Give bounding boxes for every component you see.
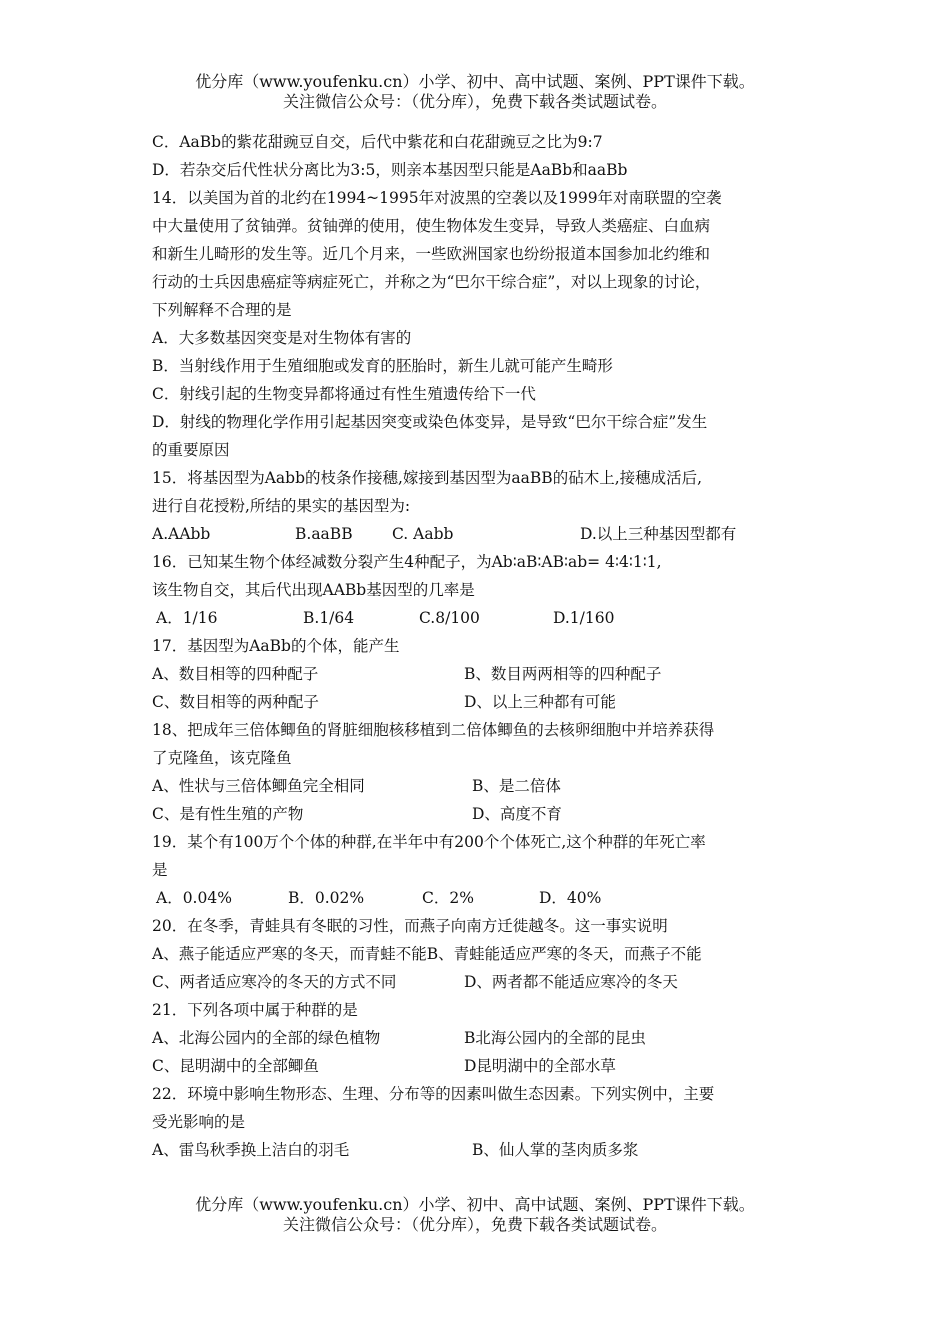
q13-option-c: C．AaBb的紫花甜豌豆自交，后代中紫花和白花甜豌豆之比为9:7 (152, 133, 603, 151)
q18-options-row-1 (152, 772, 812, 800)
q20-stem: 20．在冬季，青蛙具有冬眠的习性，而燕子向南方迁徙越冬。这一事实说明 (152, 917, 668, 935)
q16-option-b: B.1/64 (303, 609, 355, 627)
page-header (0, 72, 950, 112)
q21-option-a: A、北海公园内的全部的绿色植物 (152, 1029, 381, 1047)
q18-options-row-2 (152, 800, 812, 828)
q22-options-row-1 (152, 1136, 812, 1164)
q19-option-b: B．0.02% (288, 889, 365, 907)
q18-stem-line-2: 了克隆鱼，该克隆鱼 (152, 749, 292, 767)
q17-options-row-2 (152, 688, 812, 716)
q21-options-row-2 (152, 1052, 812, 1080)
q22-option-b: B、仙人掌的茎肉质多浆 (472, 1141, 639, 1159)
q14-option-d-line-1: D．射线的物理化学作用引起基因突变或染色体变异，是导致“巴尔干综合症”发生 (152, 413, 708, 431)
page-footer (0, 1195, 950, 1235)
q22-stem-line-1: 22．环境中影响生物形态、生理、分布等的因素叫做生态因素。下列实例中，主要 (152, 1085, 715, 1103)
q20-option-c: C、两者适应寒冷的冬天的方式不同 (152, 973, 397, 991)
q15-options (152, 520, 812, 548)
q16-options (152, 604, 812, 632)
q17-option-c: C、数目相等的两种配子 (152, 693, 319, 711)
q19-stem-line-1: 19．某个有100万个个体的种群,在半年中有200个个体死亡,这个种群的年死亡率 (152, 833, 706, 851)
q14-option-d-line-2: 的重要原因 (152, 441, 230, 459)
q22-option-a: A、雷鸟秋季换上洁白的羽毛 (152, 1141, 350, 1159)
q19-option-a: A．0.04% (156, 889, 232, 907)
q19-option-c: C．2% (422, 889, 474, 907)
q22-stem-line-2: 受光影响的是 (152, 1113, 246, 1131)
q16-stem-line-1: 16．已知某生物个体经减数分裂产生4种配子，为Ab∶aB∶AB∶ab= 4∶4∶1∶1, (152, 553, 662, 571)
q15-option-d: D.以上三种基因型都有 (580, 525, 737, 543)
q21-option-d: D昆明湖中的全部水草 (464, 1057, 616, 1075)
q18-stem-line-1: 18、把成年三倍体鲫鱼的肾脏细胞核移植到二倍体鲫鱼的去核卵细胞中并培养获得 (152, 721, 715, 739)
q14-stem-line-4: 行动的士兵因患癌症等病症死亡，并称之为“巴尔干综合症”，对以上现象的讨论， (152, 273, 711, 291)
q20-option-d: D、两者都不能适应寒冷的冬天 (464, 973, 678, 991)
header-line-1: 优分库（www.youfenku.cn）小学、初中、高中试题、案例、PPT课件下载。 (195, 72, 755, 91)
header-line-2: 关注微信公众号：（优分库），免费下载各类试题试卷。 (282, 92, 667, 111)
q17-option-a: A、数目相等的四种配子 (152, 665, 319, 683)
q17-stem: 17．基因型为AaBb的个体，能产生 (152, 637, 400, 655)
exam-content (152, 128, 812, 1164)
q15-stem-line-1: 15．将基因型为Aabb的枝条作接穗,嫁接到基因型为aaBB的砧木上,接穗成活后, (152, 469, 703, 487)
q20-options-a-b: A、燕子能适应严寒的冬天，而青蛙不能B、青蛙能适应严寒的冬天，而燕子不能 (152, 945, 702, 963)
q14-stem-line-5: 下列解释不合理的是 (152, 301, 292, 319)
q16-option-c: C.8/100 (419, 609, 480, 627)
q19-options (152, 884, 812, 912)
q16-option-a: A．1/16 (156, 609, 218, 627)
q14-option-b: B．当射线作用于生殖细胞或发育的胚胎时，新生儿就可能产生畸形 (152, 357, 613, 375)
q18-option-d: D、高度不育 (472, 805, 562, 823)
q21-option-c: C、昆明湖中的全部鲫鱼 (152, 1057, 319, 1075)
q14-stem-line-1: 14．以美国为首的北约在1994~1995年对波黑的空袭以及1999年对南联盟的空袭 (152, 189, 722, 207)
q16-stem-line-2: 该生物自交，其后代出现AABb基因型的几率是 (152, 581, 475, 599)
q14-option-a: A．大多数基因突变是对生物体有害的 (152, 329, 412, 347)
q21-options-row-1 (152, 1024, 812, 1052)
q14-option-c: C．射线引起的生物变异都将通过有性生殖遗传给下一代 (152, 385, 536, 403)
q14-stem-line-3: 和新生儿畸形的发生等。近几个月来，一些欧洲国家也纷纷报道本国参加北约维和 (152, 245, 711, 263)
q17-options-row-1 (152, 660, 812, 688)
q19-stem-line-2: 是 (152, 861, 168, 879)
q21-stem: 21．下列各项中属于种群的是 (152, 1001, 358, 1019)
q15-stem-line-2: 进行自花授粉,所结的果实的基因型为: (152, 497, 411, 515)
q20-options-row-2 (152, 968, 812, 996)
q18-option-a: A、性状与三倍体鲫鱼完全相同 (152, 777, 365, 795)
q17-option-d: D、以上三种都有可能 (464, 693, 616, 711)
q18-option-c: C、是有性生殖的产物 (152, 805, 304, 823)
q15-option-a: A.AAbb (152, 525, 211, 543)
footer-line-2: 关注微信公众号：（优分库），免费下载各类试题试卷。 (282, 1215, 667, 1234)
q13-option-d: D．若杂交后代性状分离比为3:5，则亲本基因型只能是AaBb和aaBb (152, 161, 628, 179)
q18-option-b: B、是二倍体 (472, 777, 561, 795)
q21-option-b: B北海公园内的全部的昆虫 (464, 1029, 646, 1047)
q15-option-b: B.aaBB (295, 525, 353, 543)
footer-line-1: 优分库（www.youfenku.cn）小学、初中、高中试题、案例、PPT课件下载。 (195, 1195, 755, 1214)
q19-option-d: D．40% (539, 889, 602, 907)
q17-option-b: B、数目两两相等的四种配子 (464, 665, 662, 683)
q14-stem-line-2: 中大量使用了贫铀弹。贫铀弹的使用，使生物体发生变异，导致人类癌症、白血病 (152, 217, 711, 235)
q16-option-d: D.1/160 (553, 609, 615, 627)
q15-option-c: C. Aabb (392, 525, 454, 543)
